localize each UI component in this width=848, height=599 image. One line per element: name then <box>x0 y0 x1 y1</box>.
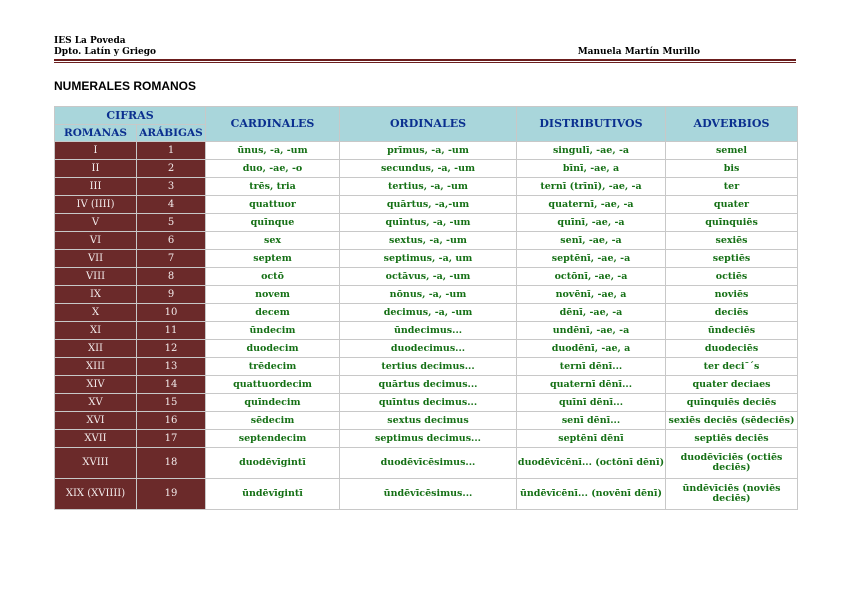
cell-romana: XII <box>55 340 137 358</box>
cell-arabiga: 13 <box>137 358 206 376</box>
cell-distributivo: quīnī dēnī... <box>517 394 666 412</box>
cell-arabiga: 16 <box>137 412 206 430</box>
cell-distributivo: singulī, -ae, -a <box>517 142 666 160</box>
cell-distributivo: octōnī, -ae, -a <box>517 268 666 286</box>
cell-distributivo: senī, -ae, -a <box>517 232 666 250</box>
header-arabigas: ARÁBIGAS <box>137 125 206 142</box>
table-row <box>55 232 798 250</box>
cell-distributivo: novēnī, -ae, a <box>517 286 666 304</box>
table-row <box>55 178 798 196</box>
cell-ordinal: quārtus decimus... <box>340 376 517 394</box>
cell-romana: XVII <box>55 430 137 448</box>
cell-cardinal: duodēvīgintī <box>206 448 340 479</box>
cell-distributivo: duodēnī, -ae, a <box>517 340 666 358</box>
cell-cardinal: duo, -ae, -o <box>206 160 340 178</box>
cell-ordinal: septimus decimus... <box>340 430 517 448</box>
header-cifras: CIFRAS <box>55 107 206 125</box>
cell-cardinal: quīndecim <box>206 394 340 412</box>
cell-arabiga: 8 <box>137 268 206 286</box>
cell-ordinal: nōnus, -a, -um <box>340 286 517 304</box>
cell-distributivo: bīnī, -ae, a <box>517 160 666 178</box>
table-body <box>55 142 798 510</box>
cell-cardinal: trēs, tria <box>206 178 340 196</box>
table-row <box>55 250 798 268</box>
cell-distributivo: quaternī dēnī... <box>517 376 666 394</box>
table-row <box>55 142 798 160</box>
cell-cardinal: septem <box>206 250 340 268</box>
cell-cardinal: sex <box>206 232 340 250</box>
cell-cardinal: ūndecim <box>206 322 340 340</box>
cell-arabiga: 10 <box>137 304 206 322</box>
cell-arabiga: 6 <box>137 232 206 250</box>
table-row <box>55 286 798 304</box>
cell-adverbio: deciēs <box>666 304 798 322</box>
author-name: Manuela Martín Murillo <box>577 47 700 57</box>
cell-adverbio: sexiēs <box>666 232 798 250</box>
cell-arabiga: 12 <box>137 340 206 358</box>
cell-adverbio: quater deciaes <box>666 376 798 394</box>
cell-arabiga: 17 <box>137 430 206 448</box>
cell-ordinal: duodēvīcēsimus... <box>340 448 517 479</box>
cell-cardinal: ūndēvīgintī <box>206 479 340 510</box>
cell-ordinal: quīntus decimus... <box>340 394 517 412</box>
cell-ordinal: sextus, -a, -um <box>340 232 517 250</box>
cell-adverbio: duodēvīciēs (octiēs deciēs) <box>666 448 798 479</box>
cell-cardinal: quattuordecim <box>206 376 340 394</box>
cell-adverbio: septiēs <box>666 250 798 268</box>
header-cardinales: CARDINALES <box>206 107 340 142</box>
cell-ordinal: decimus, -a, -um <box>340 304 517 322</box>
cell-ordinal: septimus, -a, um <box>340 250 517 268</box>
cell-arabiga: 1 <box>137 142 206 160</box>
table-row <box>55 196 798 214</box>
school-name: IES La Poveda <box>54 36 126 46</box>
cell-romana: XVIII <box>55 448 137 479</box>
table-row <box>55 479 798 510</box>
cell-romana: III <box>55 178 137 196</box>
table-row <box>55 160 798 178</box>
cell-distributivo: septēnī, -ae, -a <box>517 250 666 268</box>
cell-ordinal: ūndēvīcēsimus... <box>340 479 517 510</box>
cell-adverbio: septiēs deciēs <box>666 430 798 448</box>
cell-arabiga: 14 <box>137 376 206 394</box>
cell-romana: XV <box>55 394 137 412</box>
cell-romana: VIII <box>55 268 137 286</box>
table-row <box>55 412 798 430</box>
cell-romana: XI <box>55 322 137 340</box>
table-row <box>55 304 798 322</box>
cell-ordinal: duodecimus... <box>340 340 517 358</box>
header-rule-thin <box>54 62 796 63</box>
cell-cardinal: trēdecim <box>206 358 340 376</box>
cell-romana: XIX (XVIIII) <box>55 479 137 510</box>
cell-distributivo: undēnī, -ae, -a <box>517 322 666 340</box>
cell-ordinal: quīntus, -a, -um <box>340 214 517 232</box>
cell-cardinal: novem <box>206 286 340 304</box>
header-ordinales: ORDINALES <box>340 107 517 142</box>
cell-distributivo: ternī dēnī... <box>517 358 666 376</box>
table-row <box>55 376 798 394</box>
cell-romana: IV (IIII) <box>55 196 137 214</box>
cell-adverbio: ūndēvīciēs (noviēs deciēs) <box>666 479 798 510</box>
cell-arabiga: 7 <box>137 250 206 268</box>
cell-romana: V <box>55 214 137 232</box>
cell-romana: XIII <box>55 358 137 376</box>
header-romanas: ROMANAS <box>55 125 137 142</box>
cell-cardinal: duodecim <box>206 340 340 358</box>
header-left <box>54 36 156 58</box>
table-row <box>55 322 798 340</box>
cell-distributivo: ūndēvīcēnī... (novēnī dēnī) <box>517 479 666 510</box>
department-name: Dpto. Latín y Griego <box>54 47 157 57</box>
cell-ordinal: tertius, -a, -um <box>340 178 517 196</box>
cell-distributivo: ternī (trīnī), -ae, -a <box>517 178 666 196</box>
cell-romana: VII <box>55 250 137 268</box>
cell-romana: II <box>55 160 137 178</box>
cell-romana: I <box>55 142 137 160</box>
cell-distributivo: senī dēnī... <box>517 412 666 430</box>
cell-cardinal: septendecim <box>206 430 340 448</box>
cell-arabiga: 15 <box>137 394 206 412</box>
cell-ordinal: prīmus, -a, -um <box>340 142 517 160</box>
header-adverbios: ADVERBIOS <box>666 107 798 142</box>
cell-arabiga: 2 <box>137 160 206 178</box>
cell-arabiga: 9 <box>137 286 206 304</box>
cell-romana: XVI <box>55 412 137 430</box>
cell-arabiga: 11 <box>137 322 206 340</box>
cell-cardinal: octō <box>206 268 340 286</box>
cell-romana: VI <box>55 232 137 250</box>
cell-adverbio: semel <box>666 142 798 160</box>
cell-distributivo: quaternī, -ae, -a <box>517 196 666 214</box>
cell-cardinal: decem <box>206 304 340 322</box>
cell-cardinal: sēdecim <box>206 412 340 430</box>
table-row <box>55 448 798 479</box>
numerals-table <box>54 106 798 510</box>
cell-distributivo: dēnī, -ae, -a <box>517 304 666 322</box>
cell-adverbio: quīnquiēs <box>666 214 798 232</box>
cell-adverbio: duodeciēs <box>666 340 798 358</box>
table-row <box>55 214 798 232</box>
cell-ordinal: octāvus, -a, -um <box>340 268 517 286</box>
cell-arabiga: 5 <box>137 214 206 232</box>
cell-distributivo: septēnī dēnī <box>517 430 666 448</box>
cell-cardinal: ūnus, -a, -um <box>206 142 340 160</box>
table-row <box>55 430 798 448</box>
cell-adverbio: ūndeciēs <box>666 322 798 340</box>
cell-romana: IX <box>55 286 137 304</box>
table-row <box>55 268 798 286</box>
cell-ordinal: ūndecimus... <box>340 322 517 340</box>
cell-ordinal: secundus, -a, -um <box>340 160 517 178</box>
cell-ordinal: tertius decimus... <box>340 358 517 376</box>
cell-arabiga: 19 <box>137 479 206 510</box>
cell-romana: XIV <box>55 376 137 394</box>
cell-ordinal: sextus decimus <box>340 412 517 430</box>
table-row <box>55 394 798 412</box>
table-row <box>55 340 798 358</box>
cell-adverbio: quater <box>666 196 798 214</box>
cell-arabiga: 3 <box>137 178 206 196</box>
header-distributivos: DISTRIBUTIVOS <box>517 107 666 142</box>
cell-adverbio: sexiēs deciēs (sēdeciēs) <box>666 412 798 430</box>
cell-cardinal: quīnque <box>206 214 340 232</box>
cell-distributivo: duodēvīcēnī... (octōnī dēnī) <box>517 448 666 479</box>
cell-ordinal: quārtus, -a,-um <box>340 196 517 214</box>
header-rule <box>54 59 796 61</box>
cell-adverbio: bis <box>666 160 798 178</box>
cell-adverbio: octiēs <box>666 268 798 286</box>
cell-arabiga: 18 <box>137 448 206 479</box>
cell-adverbio: ter deci¯´s <box>666 358 798 376</box>
cell-adverbio: ter <box>666 178 798 196</box>
cell-adverbio: noviēs <box>666 286 798 304</box>
cell-distributivo: quīnī, -ae, -a <box>517 214 666 232</box>
table-row <box>55 358 798 376</box>
page-title: NUMERALES ROMANOS <box>54 79 197 93</box>
cell-romana: X <box>55 304 137 322</box>
cell-arabiga: 4 <box>137 196 206 214</box>
cell-adverbio: quīnquiēs deciēs <box>666 394 798 412</box>
cell-cardinal: quattuor <box>206 196 340 214</box>
